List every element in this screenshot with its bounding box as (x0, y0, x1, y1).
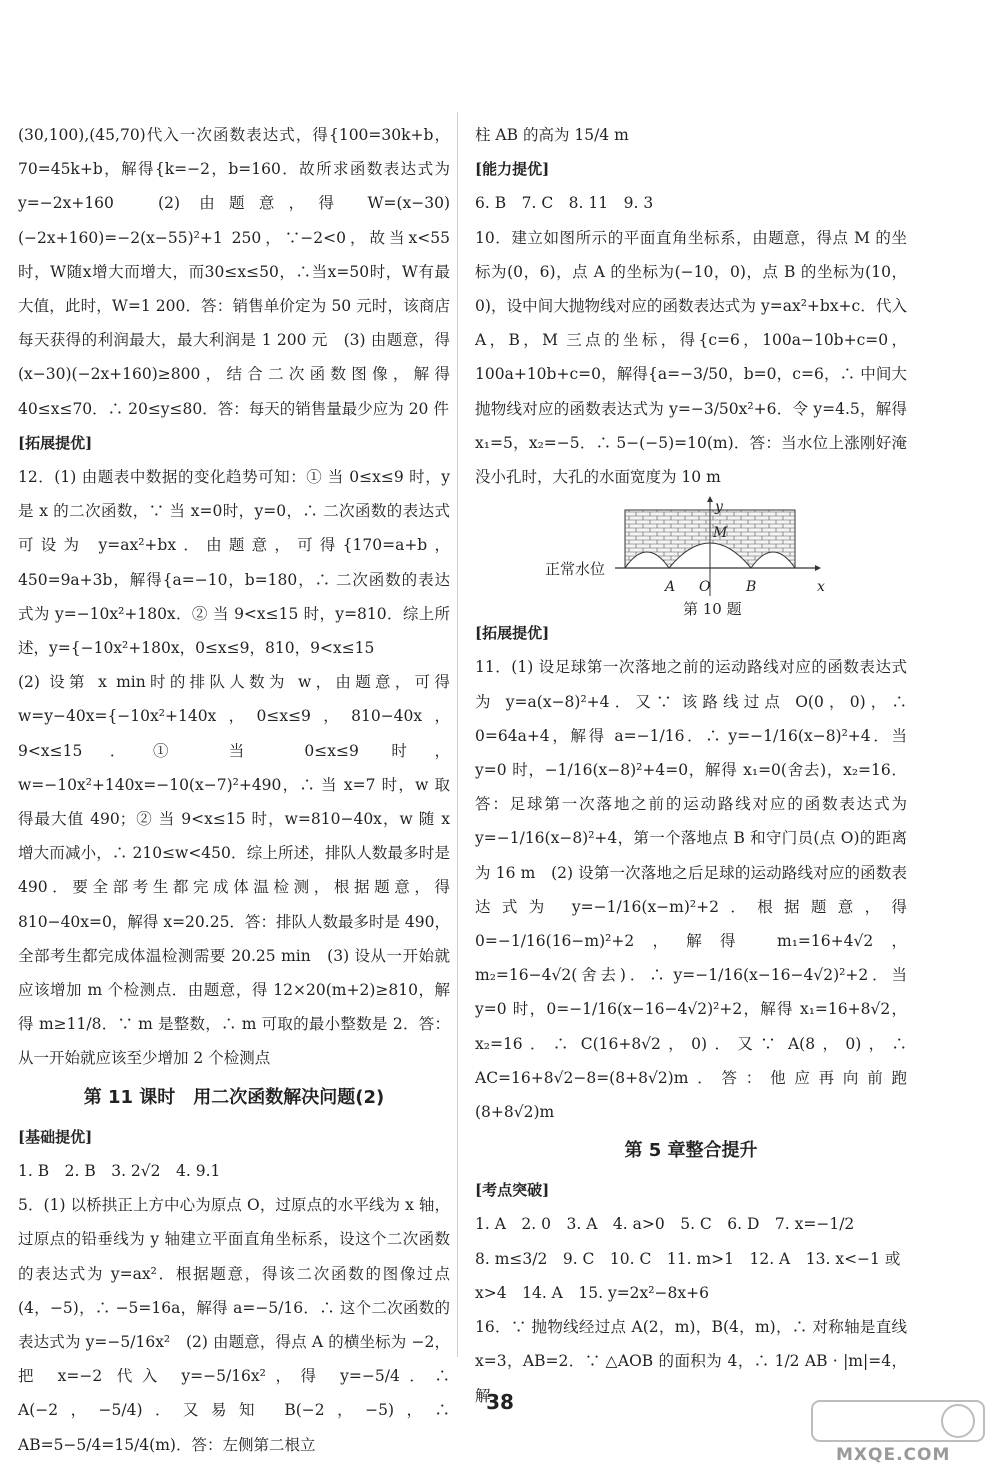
section-tag-basic: [基础提优] (18, 1127, 93, 1146)
answer-11-continued: (30,100),(45,70)代入一次函数表达式，得{100=30k+b，70=45k+b，解得{k=−2，b=160．故所求函数表达式为 y=−2x+160 (2) 由题意，得 W=(x−30)(−2x+160)=−2(x−55)²+1 250，∵−2<0，故当x<55时，W随x增大而增大，而30≤x≤50，∴当x=50时，W有最大值，此时，W=1 200．答：销售单价定为 50 元时，该商店每天获得的利润最大，最大利润是 1 200 元 (3) 由题意，得(x−30)(−2x+160)≥800，结合二次函数图像，解得 40≤x≤70．∴ 20≤y≤80．答：每天的销售量最少应为 20 件 (18, 126, 450, 418)
section-tag-ability: [能力提优] (475, 160, 550, 179)
left-column (18, 118, 450, 1462)
label-point-b: B (746, 579, 757, 596)
label-x-axis: x (817, 579, 825, 596)
column-divider (457, 112, 458, 1357)
watermark-url: MXQE.COM (836, 1445, 951, 1465)
answer-10: 10．建立如图所示的平面直角坐标系，由题意，得点 M 的坐标为(0，6)，点 A 的坐标为(−10，0)，点 B 的坐标为(10，0)，设中间大抛物线对应的函数表达式为 y=ax²+bx+c．代入 A，B，M 三点的坐标，得{c=6，100a−10b+c=0，100a+10b+c=0，解得{a=−3/50，b=0，c=6，∴ 中间大抛物线对应的函数表达式为 y=−3/50x²+6．令 y=4.5，解得 x₁=5，x₂=−5．∴ 5−(−5)=10(m)．答：当水位上涨刚好淹没小孔时，大孔的水面宽度为 10 m (475, 228, 907, 487)
answer-12-part2: (2) 设第 x min时的排队人数为 w，由题意，可得 w=y−40x={−10x²+140x，0≤x≤9，810−40x，9<x≤15．① 当 0≤x≤9 时，w=−10x²+140x=−10(x−7)²+490，∴ 当 x=7 时，w 取得最大值 490；② 当 9<x≤15 时，w=810−40x，w 随 x 增大而减小，∴ 210≤w<450．综上所述，排队人数最多时是 490．要全部考生都完成体温检测，根据题意，得 810−40x=0，解得 x=20.25．答：排队人数最多时是 490，全部考生都完成体温检测需要 20.25 min (3) 设从一开始就应该增加 m 个检测点．由题意，得 12×20(m+2)≥810，解得 m≥11/8．∵ m 是整数，∴ m 可取的最小整数是 2．答：从一开始就应该至少增加 2 个检测点 (18, 673, 450, 1068)
label-point-a: A (665, 579, 676, 596)
label-origin-o: O (699, 579, 711, 596)
answer-5: 5．(1) 以桥拱正上方中心为原点 O，过原点的水平线为 x 轴，过原点的铅垂线为 y 轴建立平面直角坐标系，设这个二次函数的表达式为 y=ax²．根据题意，得该二次函数的图像过点(4，−5)，∴ −5=16a，解得 a=−5/16．∴ 这个二次函数的表达式为 y=−5/16x² (2) 由题意，得点 A 的横坐标为 −2，把 x=−2 代入 y=−5/16x²，得 y=−5/4．∴ A(−2，−5/4)．又易知 B(−2，−5)，∴ AB=5−5/4=15/4(m)．答：左侧第二根立 (18, 1196, 450, 1454)
label-y-axis: y (715, 499, 723, 516)
page-number: 38 (486, 1390, 514, 1414)
answers-1-7: 1. A 2. 0 3. A 4. a>0 5. C 6. D 7. x=−1/2 (475, 1215, 855, 1234)
answers-1-4: 1. B 2. B 3. 2√2 4. 9.1 (18, 1161, 221, 1180)
right-column (475, 118, 907, 1413)
section-tag-extension: [拓展提优] (18, 433, 93, 452)
section-tag-key-points: [考点突破] (475, 1181, 550, 1200)
answer-11: 11．(1) 设足球第一次落地之前的运动路线对应的函数表达式为 y=a(x−8)²+4．又∵ 该路线过点 O(0，0)，∴ 0=64a+4，解得 a=−1/16．∴ y=−1/16(x−8)²+4．当 y=0 时，−1/16(x−8)²+4=0，解得 x₁=0(舍去)，x₂=16．答：足球第一次落地之前的运动路线对应的函数表达式为 y=−1/16(x−8)²+4，第一个落地点 B 和守门员(点 O)的距离为 16 m (2) 设第一次落地之后足球的运动路线对应的函数表达式为 y=−1/16(x−m)²+2．根据题意，得 0=−1/16(16−m)²+2，解得 m₁=16+4√2，m₂=16−4√2(舍去)．∴ y=−1/16(x−16−4√2)²+2．当 y=0 时，0=−1/16(x−16−4√2)²+2，解得 x₁=16+8√2，x₂=16．∴ C(16+8√2，0)．又∵ A(8，0)，∴ AC=16+8√2−8=(8+8√2)m．答：他应再向前跑(8+8√2)m (475, 658, 907, 1122)
answer-12-part1: 12．(1) 由题表中数据的变化趋势可知：① 当 0≤x≤9 时，y 是 x 的二次函数，∵ 当 x=0时，y=0，∴ 二次函数的表达式可设为 y=ax²+bx．由题意，可得{170=a+b，450=9a+3b，解得{a=−10，b=180，∴ 二次函数的表达式为 y=−10x²+180x．② 当 9<x≤15 时，y=810．综上所述，y={−10x²+180x，0≤x≤9，810，9<x≤15 (18, 468, 450, 658)
figure-10-bridge (475, 496, 907, 619)
lesson-heading: 第 11 课时 用二次函数解决问题(2) (83, 1086, 385, 1108)
answer-16: 16．∵ 抛物线经过点 A(2，m)，B(4，m)，∴ 对称轴是直线 x=3，AB=2．∵ △AOB 的面积为 4，∴ 1/2 AB · |m|=4，解 (475, 1318, 907, 1405)
chapter-heading: 第 5 章整合提升 (624, 1140, 758, 1162)
answers-8-15: 8. m≤3/2 9. C 10. C 11. m>1 12. A 13. x<−1 或 x>4 14. A 15. y=2x²−8x+6 (475, 1249, 901, 1302)
figure-caption: 第 10 题 (683, 600, 742, 619)
label-normal-water-level: 正常水位 (545, 560, 606, 579)
y-axis-arrow (707, 496, 713, 502)
answers-6-9: 6. B 7. C 8. 11 9. 3 (475, 194, 654, 213)
label-point-m: M (713, 525, 728, 542)
answer-5-continued: 柱 AB 的高为 15/4 m (475, 126, 629, 144)
section-tag-extension-2: [拓展提优] (475, 624, 550, 643)
